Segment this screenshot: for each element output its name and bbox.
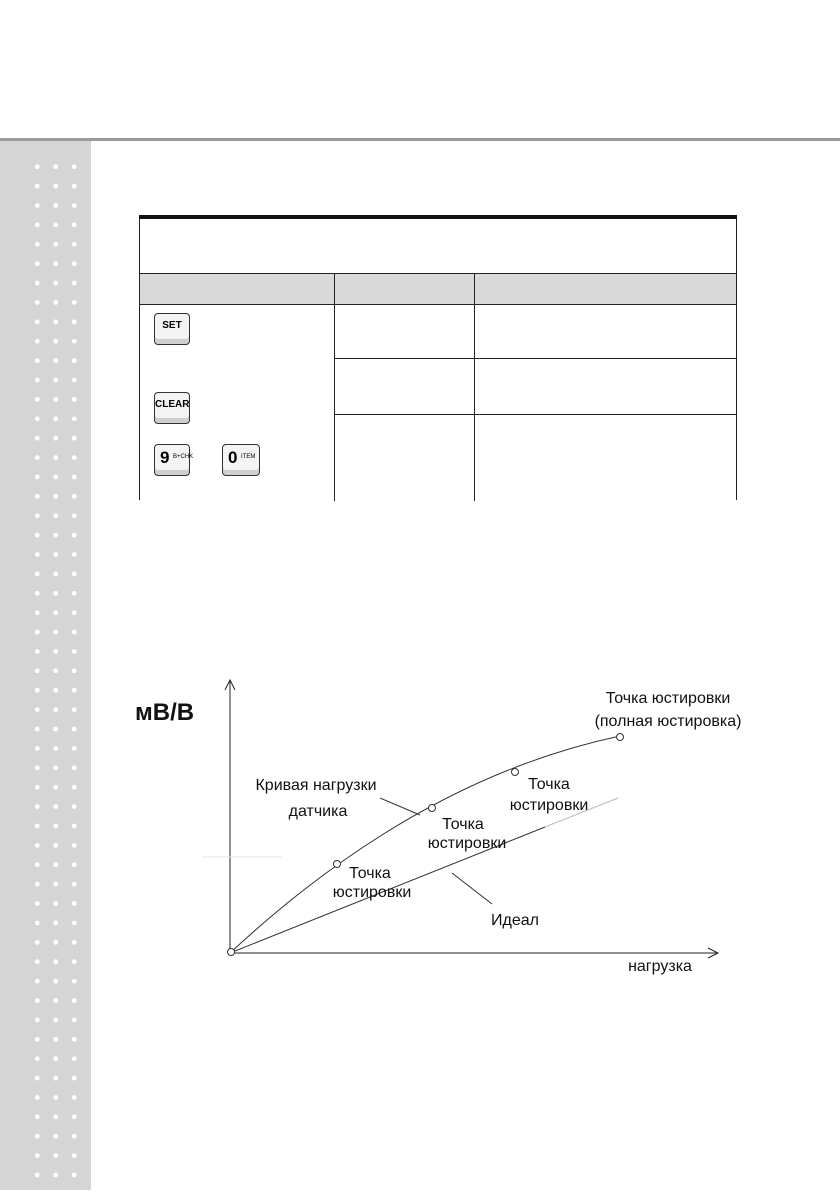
zero-key-icon: 0 ITEM bbox=[222, 444, 260, 476]
annotation-point2-line2: юстировки bbox=[427, 835, 507, 852]
key-table bbox=[139, 215, 737, 505]
table-row-divider bbox=[334, 414, 736, 415]
set-key-icon: SET bbox=[154, 313, 190, 345]
table-header-row bbox=[140, 273, 736, 305]
calibration-point-3 bbox=[512, 769, 519, 776]
table-title-row bbox=[140, 219, 736, 273]
calibration-point-full bbox=[617, 734, 624, 741]
calibration-chart bbox=[130, 670, 770, 990]
calibration-point-1 bbox=[334, 861, 341, 868]
table-col-divider bbox=[474, 273, 475, 501]
annotation-point2-line1: Точка bbox=[442, 816, 484, 833]
calibration-point-origin bbox=[228, 949, 235, 956]
table-row-divider bbox=[334, 358, 736, 359]
load-curve bbox=[230, 736, 620, 953]
calibration-point-2 bbox=[429, 805, 436, 812]
ideal-label: Идеал bbox=[491, 912, 539, 929]
curve-label-line2: датчика bbox=[288, 803, 348, 820]
annotation-full-cal-line1: Точка юстировки bbox=[605, 690, 731, 707]
y-axis-label: мВ/В bbox=[135, 699, 195, 726]
curve-label-line1: Кривая нагрузки bbox=[255, 777, 377, 794]
sidebar-dot-pattern bbox=[28, 157, 88, 1197]
curve-label-leader bbox=[380, 798, 420, 815]
page-sidebar bbox=[0, 141, 91, 1190]
clear-key-icon: CLEAR bbox=[154, 392, 190, 424]
annotation-point3-line2: юстировки bbox=[509, 797, 589, 814]
annotation-point3-line1: Точка bbox=[528, 776, 570, 793]
ideal-label-leader bbox=[452, 873, 492, 904]
annotation-full-cal-line2: (полная юстировка) bbox=[594, 713, 742, 730]
header-rule bbox=[0, 138, 840, 141]
calibration-chart-svg bbox=[130, 670, 770, 990]
annotation-point1-line1: Точка bbox=[349, 865, 391, 882]
x-axis-label: нагрузка bbox=[628, 958, 692, 975]
annotation-point1-line2: юстировки bbox=[332, 884, 412, 901]
nine-key-icon: 9 B+CHK bbox=[154, 444, 190, 476]
table-col-divider bbox=[334, 273, 335, 501]
